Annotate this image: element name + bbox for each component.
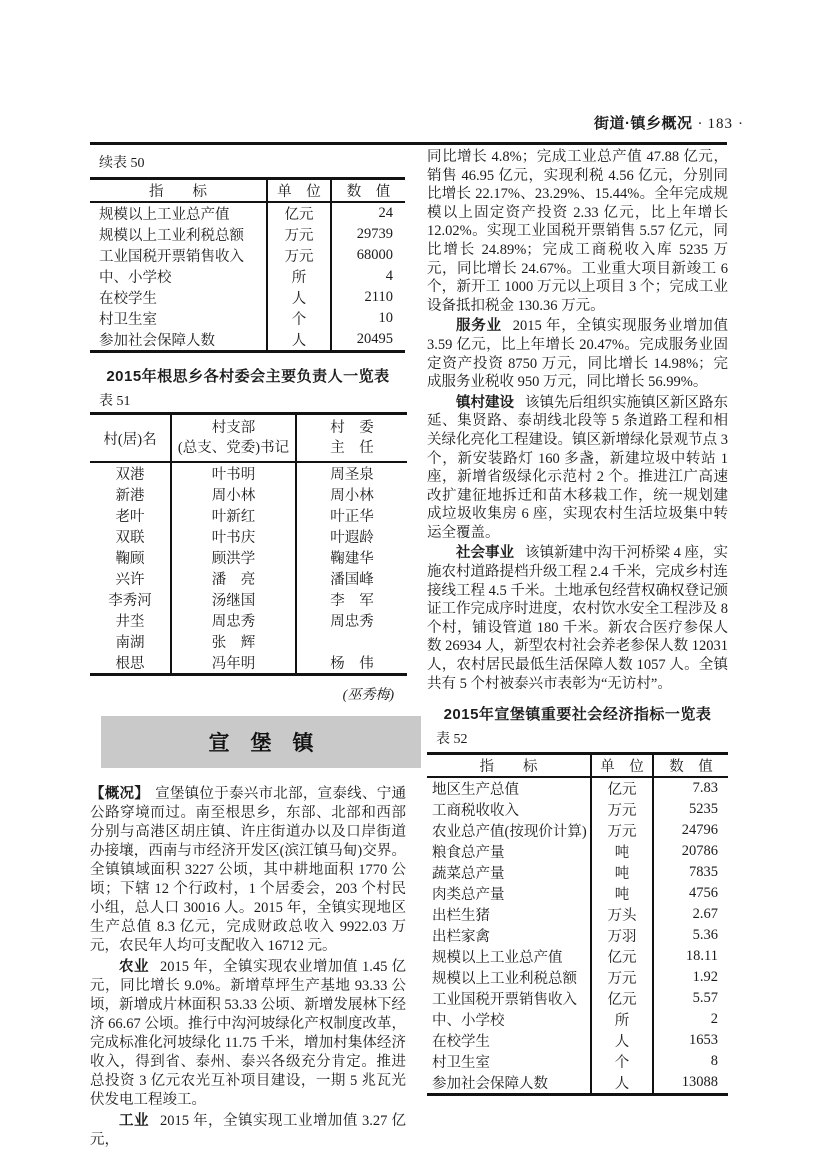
cell-unit: 万头: [591, 904, 653, 925]
table-row: [90, 610, 407, 631]
cell-director-name: 周圣泉: [296, 462, 407, 484]
table-row: [427, 988, 728, 1009]
cell-indicator: 蔬菜总产量: [432, 866, 505, 883]
cell-value: 10: [331, 308, 405, 329]
cell-indicator: 村卫生室: [99, 312, 157, 328]
industry-text: 2015 年，全镇实现工业增加值 3.27 亿元，: [90, 1113, 406, 1148]
table51-header-director: 村 委 主 任: [296, 414, 407, 463]
table50-header-unit: 单 位: [267, 179, 331, 203]
cell-unit: 亿元: [591, 777, 653, 799]
table-row: [90, 547, 407, 568]
table-row: [90, 652, 407, 675]
table-row: [427, 799, 728, 820]
table51-header-village: 村(居)名: [90, 414, 171, 463]
town-construction-label: 镇村建设: [456, 394, 514, 411]
cell-indicator: 中、小学校: [99, 270, 172, 286]
cell-indicator: 规模以上工业总产值: [432, 950, 563, 967]
cell-unit: 万羽: [591, 925, 653, 946]
table-row: [90, 202, 405, 224]
right-column: [427, 146, 728, 1096]
table-row: [427, 1072, 728, 1095]
table-row: [427, 841, 728, 862]
header-page-number: 183: [707, 116, 733, 132]
cell-value: 2110: [331, 287, 405, 308]
agriculture-label: 农业: [119, 959, 149, 975]
cell-secretary-name: 叶新红: [171, 505, 296, 526]
cell-indicator: 出栏家禽: [432, 929, 490, 946]
industry-continuation-paragraph: [427, 148, 728, 315]
table52-header-indicator: 指 标: [427, 754, 591, 778]
cell-unit: 亿元: [591, 988, 653, 1009]
page-header: [90, 112, 748, 133]
cell-indicator: 肉类总产量: [432, 887, 505, 904]
table51: [90, 412, 407, 676]
table52-header-row: [427, 754, 728, 778]
table-row: [90, 245, 405, 266]
cell-value: 24796: [653, 820, 728, 841]
cell-indicator: 出栏生猪: [432, 908, 490, 925]
cell-value: 5.57: [653, 988, 728, 1009]
header-rule: [90, 142, 727, 145]
table52-title: 2015年宣堡镇重要社会经济指标一览表: [443, 706, 712, 724]
cell-indicator: 粮食总产量: [432, 845, 505, 862]
cell-value: 8: [653, 1051, 728, 1072]
cell-value: 24: [331, 202, 405, 224]
table51-header-secretary: 村支部 (总支、党委)书记: [171, 414, 296, 463]
header-dot-left: ·: [697, 116, 703, 132]
cell-village-name: 新港: [115, 488, 145, 504]
cell-unit: 所: [591, 1009, 653, 1030]
table-row: [90, 484, 407, 505]
services-paragraph: [427, 317, 728, 391]
services-label: 服务业: [456, 318, 502, 335]
cell-value: 2.67: [653, 904, 728, 925]
cell-indicator: 规模以上工业利税总额: [432, 971, 577, 988]
table-row: [90, 568, 407, 589]
cell-value: 4756: [653, 883, 728, 904]
cell-secretary-name: 潘 亮: [171, 568, 296, 589]
table-row: [427, 946, 728, 967]
overview-paragraph: [90, 785, 406, 956]
cell-director-name: 潘国峰: [296, 568, 407, 589]
cell-indicator: 参加社会保障人数: [432, 1076, 548, 1093]
table51-header-row: [90, 414, 407, 463]
cell-indicator: 规模以上工业总产值: [99, 207, 230, 223]
cell-secretary-name: 冯年明: [171, 652, 296, 675]
table50-continued-label: 续表 50: [99, 156, 145, 171]
table-row: [427, 925, 728, 946]
table-row: [427, 1051, 728, 1072]
table50-header-value: 数 值: [331, 179, 405, 203]
cell-indicator: 在校学生: [99, 291, 157, 307]
cell-unit: 万元: [591, 799, 653, 820]
table-row: [427, 862, 728, 883]
cell-value: 68000: [331, 245, 405, 266]
table-row: [90, 631, 407, 652]
cell-unit: 吨: [591, 862, 653, 883]
cell-unit: 亿元: [267, 202, 331, 224]
overview-label: 【概况】: [90, 786, 150, 802]
social-programs-text: 该镇新建中沟干河桥梁 4 座，实施农村道路提档升级工程 2.4 千米，完成乡村连接线工程 4.5 千米。土地承包经营权确权登记颁证工作完成序时进度，农村饮水安全工程涉及 8 个村，铺设管道 180 千米。新农合医疗参保人数 26934 人，新型农村社会养老参保人数 12031 人，农村居民最低生活保障人数 1057 人。全镇共有 5 个村被泰兴市表彰为“无访村”。: [427, 545, 728, 692]
table52-body: [427, 777, 728, 1095]
table-row: [427, 904, 728, 925]
cell-village-name: 兴许: [115, 572, 145, 588]
cell-indicator: 中、小学校: [432, 1013, 505, 1030]
cell-director-name: 周忠秀: [296, 610, 407, 631]
table52-header-unit: 单 位: [591, 754, 653, 778]
cell-value: 18.11: [653, 946, 728, 967]
cell-secretary-name: 周小林: [171, 484, 296, 505]
table51-title: 2015年根思乡各村委会主要负责人一览表: [106, 368, 390, 385]
table-row: [427, 820, 728, 841]
cell-indicator: 工业国税开票销售收入: [99, 249, 244, 265]
cell-director-name: 李 军: [296, 589, 407, 610]
cell-village-name: 李秀河: [108, 593, 152, 609]
industry-continuation-text: 同比增长 4.8%；完成工业总产值 47.88 亿元，销售 46.95 亿元，实现利税 4.56 亿元，分别同比增长 22.17%、23.29%、15.44%。全年完成规模以上固定资产投资 2.33 亿元，比上年增长 12.02%。实现工业国税开票销售 5.57 亿元，同比增长 24.89%；完成工商税收入库 5235 万元，同比增长 24.67%。工业重大项目新竣工 6 个，新开工 1000 万元以上项目 3 个；完成工业设备抵扣税金 130.36 万元。: [427, 149, 728, 314]
cell-secretary-name: 汤继国: [171, 589, 296, 610]
cell-village-name: 老叶: [115, 509, 145, 525]
cell-indicator: 参加社会保障人数: [99, 333, 215, 349]
cell-unit: 人: [591, 1072, 653, 1095]
cell-unit: 万元: [591, 820, 653, 841]
cell-indicator: 工业国税开票销售收入: [432, 992, 577, 1009]
cell-unit: 吨: [591, 841, 653, 862]
table52-header-value: 数 值: [653, 754, 728, 778]
cell-indicator: 农业总产值(按现价计算): [432, 824, 587, 841]
cell-indicator: 工商税收收入: [432, 803, 519, 820]
cell-unit: 个: [591, 1051, 653, 1072]
cell-village-name: 南湖: [115, 635, 145, 651]
table-row: [90, 308, 405, 329]
cell-village-name: 双联: [115, 530, 145, 546]
cell-unit: 人: [267, 287, 331, 308]
cell-value: 4: [331, 266, 405, 287]
table-row: [427, 967, 728, 988]
cell-village-name: 双港: [115, 467, 145, 483]
cell-unit: 个: [267, 308, 331, 329]
cell-secretary-name: 叶书庆: [171, 526, 296, 547]
cell-value: 7.83: [653, 777, 728, 799]
cell-unit: 人: [267, 329, 331, 352]
industry-paragraph: [90, 1112, 406, 1150]
cell-director-name: 叶遐龄: [296, 526, 407, 547]
table51-label: 表 51: [99, 394, 131, 409]
agriculture-text: 2015 年，全镇实现农业增加值 1.45 亿元，同比增长 9.0%。新增草坪生产基地 93.33 公顷，新增成片林面积 53.33 公顷、新增发展林下经济 66.67 公顷。推行中沟河坡绿化产权制度改革，完成标准化河坡绿化 11.75 千米，增加村集体经济收入，得到省、泰州、泰兴各级充分肯定。推进总投资 3 亿元农光互补项目建设，一期 5 兆瓦光伏发电工程竣工。: [90, 959, 406, 1108]
table-row: [90, 589, 407, 610]
cell-value: 1653: [653, 1030, 728, 1051]
social-programs-label: 社会事业: [456, 545, 514, 562]
table-row: [427, 1030, 728, 1051]
cell-secretary-name: 顾洪学: [171, 547, 296, 568]
table-row: [90, 462, 407, 484]
cell-director-name: 叶正华: [296, 505, 407, 526]
cell-indicator: 在校学生: [432, 1034, 490, 1051]
cell-unit: 人: [591, 1030, 653, 1051]
table50-body: [90, 202, 405, 352]
table-row: [90, 287, 405, 308]
table-row: [427, 883, 728, 904]
cell-value: 2: [653, 1009, 728, 1030]
cell-value: 13088: [653, 1072, 728, 1095]
cell-indicator: 地区生产总值: [432, 782, 519, 799]
cell-unit: 万元: [591, 967, 653, 988]
table-row: [90, 266, 405, 287]
table-row: [427, 777, 728, 799]
cell-value: 5235: [653, 799, 728, 820]
industry-label: 工业: [119, 1113, 149, 1129]
cell-village-name: 井坔: [115, 614, 145, 630]
header-dot-right: ·: [738, 116, 743, 132]
section-title-box: [101, 716, 421, 768]
cell-value: 5.36: [653, 925, 728, 946]
section-title: 宣 堡 镇: [208, 732, 314, 755]
cell-indicator: 村卫生室: [432, 1055, 490, 1072]
table-row: [90, 224, 405, 245]
cell-unit: 万元: [267, 245, 331, 266]
cell-secretary-name: 张 辉: [171, 631, 296, 652]
table-row: [90, 526, 407, 547]
services-text: 2015 年，全镇实现服务业增加值 3.59 亿元，比上年增长 20.47%。完成服务业固定资产投资 8750 万元，同比增长 14.98%；完成服务业税收 950 万元，同比增长 56.99%。: [427, 318, 729, 391]
cell-unit: 吨: [591, 883, 653, 904]
author-signature: (巫秀梅): [342, 688, 394, 703]
agriculture-paragraph: [90, 958, 406, 1110]
header-section-title: 街道·镇乡概况: [594, 115, 693, 132]
overview-text: 宣堡镇位于泰兴市北部，宣泰线、宁通公路穿境而过。南至根思乡，东部、北部和西部分别与高港区胡庄镇、许庄街道办以及口岸街道办接壤，西南与市经济开发区(滨江镇马甸)交界。全镇镇域面积 3227 公顷，其中耕地面积 1770 公顷；下辖 12 个行政村，1 个居委会，203 个村民小组，总人口 30016 人。2015 年，全镇实现地区生产总值 8.3 亿元，完成财政总收入 9922.03 万元，农民年人均可支配收入 16712 元。: [90, 786, 407, 954]
table50-header-row: [90, 179, 405, 203]
cell-director-name: 鞠建华: [296, 547, 407, 568]
social-programs-paragraph: [427, 544, 728, 693]
cell-village-name: 鞠顾: [115, 551, 145, 567]
table-row: [90, 505, 407, 526]
cell-unit: 万元: [267, 224, 331, 245]
cell-value: 7835: [653, 862, 728, 883]
cell-value: 1.92: [653, 967, 728, 988]
table-row: [90, 329, 405, 352]
table50-header-indicator: 指 标: [90, 179, 267, 203]
table52: [427, 752, 728, 1096]
cell-director-name: 杨 伟: [296, 652, 407, 675]
cell-value: 20786: [653, 841, 728, 862]
cell-village-name: 根思: [115, 656, 145, 672]
table-row: [427, 1009, 728, 1030]
cell-indicator: 规模以上工业利税总额: [99, 228, 244, 244]
cell-director-name: 周小林: [296, 484, 407, 505]
cell-secretary-name: 周忠秀: [171, 610, 296, 631]
cell-value: 29739: [331, 224, 405, 245]
town-construction-text: 该镇先后组织实施镇区新区路东延、集贤路、泰胡线北段等 5 条道路工程和相关绿化亮化工程建设。镇区新增绿化景观节点 3 个，新安装路灯 160 多盏，新建垃圾中转站 1 座，新增省级绿化示范村 2 个。推进江广高速改扩建征地拆迁和苗木移栽工作，统一规划建成垃圾收集房 6 座，实现农村生活垃圾集中转运全覆盖。: [427, 394, 728, 541]
cell-value: 20495: [331, 329, 405, 352]
cell-director-name: [296, 631, 407, 652]
cell-unit: 亿元: [591, 946, 653, 967]
table50: [90, 177, 405, 353]
cell-secretary-name: 叶书明: [171, 462, 296, 484]
cell-unit: 所: [267, 266, 331, 287]
table52-label: 表 52: [436, 732, 468, 748]
table51-body: [90, 462, 407, 675]
left-column: [90, 150, 406, 1150]
town-construction-paragraph: [427, 394, 728, 543]
